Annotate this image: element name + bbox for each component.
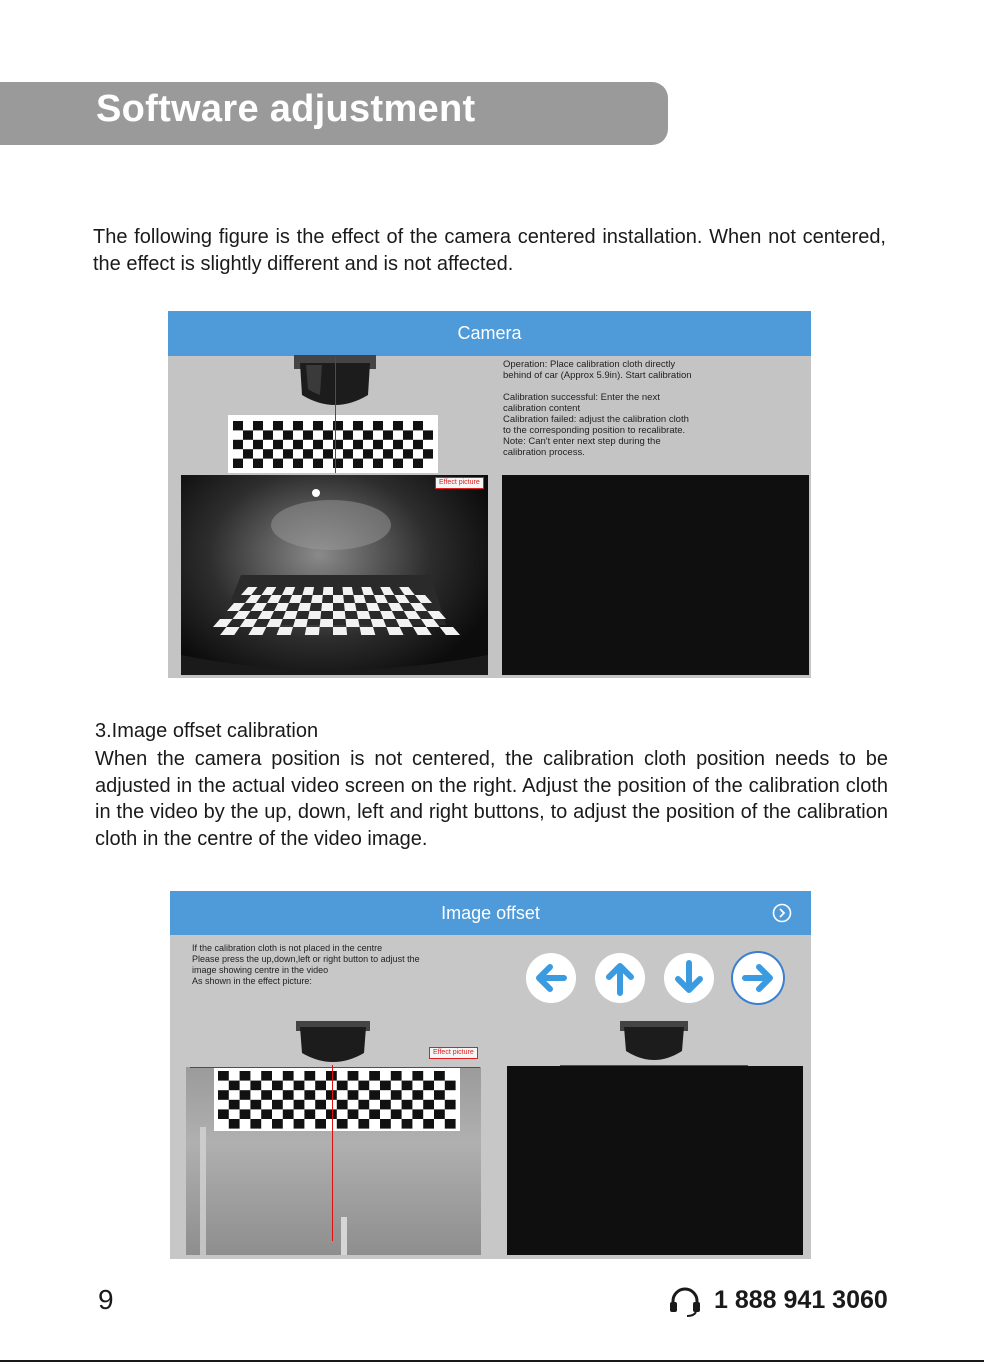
section3-title: 3.Image offset calibration xyxy=(95,720,319,742)
center-guide-line xyxy=(335,357,336,473)
image-offset-screen-figure xyxy=(170,891,811,1259)
right-arrow-icon xyxy=(733,953,783,1003)
left-arrow-icon xyxy=(526,953,576,1003)
camera-screen-figure xyxy=(168,311,811,678)
support-phone-number: 1 888 941 3060 xyxy=(714,1286,888,1314)
image-offset-title: Image offset xyxy=(441,903,540,923)
camera-housing-right-icon xyxy=(618,1021,690,1067)
effect-picture-label: Effect picture xyxy=(435,477,484,489)
camera-instructions: Operation: Place calibration cloth directly behind of car (Approx 5.9in). Start calibration Calibration successful: Enter the next calibration content Calibration failed: adjust the calibration cloth to the corresponding position to recalibrate. Note: Can't enter next step during the calibration process. xyxy=(503,359,692,458)
effect-picture-road xyxy=(186,1067,481,1255)
page-number: 9 xyxy=(98,1284,114,1315)
effect-picture-label: Effect picture xyxy=(429,1047,478,1059)
calibration-cloth-pattern xyxy=(228,415,438,473)
section-header-title: Software adjustment xyxy=(96,88,476,130)
effect-vertical-guide xyxy=(332,1065,333,1241)
move-up-button[interactable] xyxy=(595,953,645,1003)
up-arrow-icon xyxy=(595,953,645,1003)
headset-icon xyxy=(668,1285,702,1317)
camera-screen-title: Camera xyxy=(457,323,522,343)
move-down-button[interactable] xyxy=(664,953,714,1003)
camera-housing-left-icon xyxy=(294,1021,372,1067)
offset-live-video-panel xyxy=(507,1066,803,1255)
move-left-button[interactable] xyxy=(526,953,576,1003)
section3-paragraph: When the camera position is not centered, the calibration cloth position needs to be adjusted in the actual video screen on the right. Adjust the position of the calibration cloth in the video by the up, down, left and right buttons, to adjust the position of the calibration cloth in the centre of the video image. xyxy=(95,748,888,850)
camera-live-video-panel xyxy=(502,475,809,675)
effect-picture-fisheye xyxy=(181,475,488,675)
effect-horizontal-guide xyxy=(190,1067,480,1068)
next-step-icon[interactable] xyxy=(772,903,792,923)
video-guide-line xyxy=(560,1065,748,1066)
move-right-button[interactable] xyxy=(733,953,783,1003)
intro-paragraph: The following figure is the effect of the camera centered installation. When not centered, the effect is slightly different and is not affected. xyxy=(93,226,886,275)
image-offset-instructions: If the calibration cloth is not placed in the centre Please press the up,down,left or right button to adjust the image showing centre in the video As shown in the effect picture: xyxy=(192,943,420,986)
down-arrow-icon xyxy=(664,953,714,1003)
